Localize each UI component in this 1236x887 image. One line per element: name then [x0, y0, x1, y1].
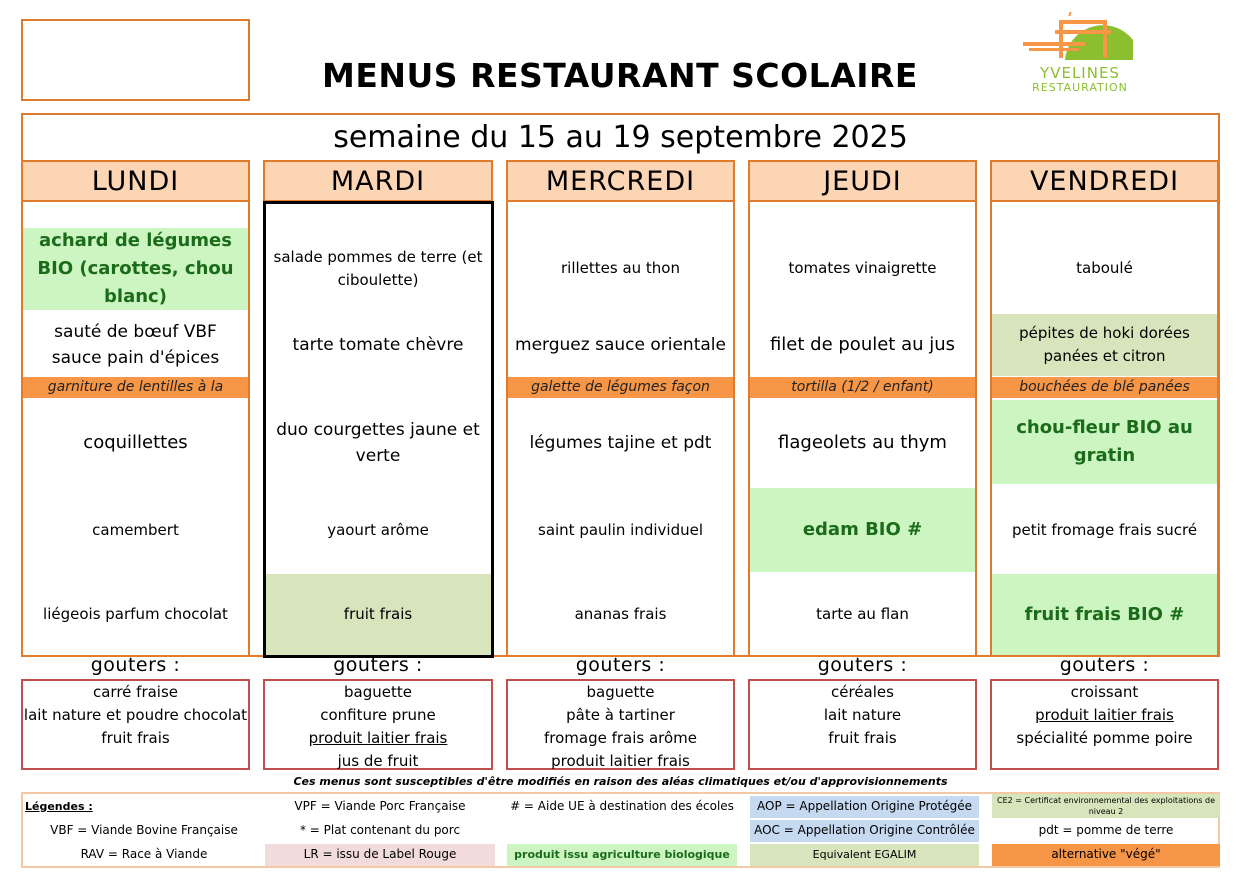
day-header-jeudi: JEUDI	[748, 160, 977, 202]
day-header-mardi: MARDI	[263, 160, 493, 202]
menu-cheese: edam BIO #	[750, 488, 975, 572]
legend-aide-ue: # = Aide UE à destination des écoles	[510, 799, 734, 814]
gouter-item: baguette	[586, 683, 655, 701]
legend-vpf: VPF = Viande Porc Française	[294, 799, 466, 814]
gouter-box-mardi	[263, 679, 493, 770]
menu-starter: achard de légumes BIO (carottes, chou blanc)	[23, 228, 248, 310]
gouter-item: pâte à tartiner	[566, 706, 675, 724]
gouter-label: gouters :	[1059, 654, 1150, 676]
menu-main: pépites de hoki dorées panées et citron	[992, 314, 1217, 376]
gouter-item: jus de fruit	[337, 752, 419, 770]
legend-bio: produit issu agriculture biologique	[507, 844, 737, 866]
gouter-box-mercredi	[506, 679, 735, 770]
legend-porc: * = Plat contenant du porc	[299, 823, 461, 838]
gouter-box-vendredi	[990, 679, 1219, 770]
gouter-item: confiture prune	[320, 706, 436, 724]
logo-text-yvelines: YVELINES	[1040, 64, 1120, 82]
menu-starter: tomates vinaigrette	[788, 259, 937, 278]
legend-box	[21, 792, 1220, 868]
day-column-lundi	[21, 202, 250, 657]
gouter-label: gouters :	[90, 654, 181, 676]
menu-side: chou-fleur BIO au gratin	[992, 400, 1217, 484]
menu-dessert: liégeois parfum chocolat	[43, 604, 228, 623]
mardi-highlight-box	[263, 201, 494, 658]
legend-ce2: CE2 = Certificat environnemental des exploitations de niveau 2	[992, 794, 1220, 818]
gouter-item: baguette	[344, 683, 412, 701]
legend-aoc: AOC = Appellation Origine Contrôlée	[750, 820, 979, 842]
menu-dessert: ananas frais	[574, 604, 667, 623]
disclaimer-text: Ces menus sont susceptibles d'être modifiés en raison des aléas climatiques et/ou d'approvisionnements	[293, 774, 948, 788]
gouter-item: fruit frais	[828, 729, 897, 747]
menu-cheese: saint paulin individuel	[538, 521, 703, 540]
logo-graphic-icon	[1015, 12, 1145, 68]
week-title: semaine du 15 au 19 septembre 2025	[333, 119, 908, 155]
menu-dessert: tarte au flan	[816, 604, 909, 623]
menu-side: légumes tajine et pdt	[529, 432, 712, 453]
menu-main: tarte tomate chèvre	[292, 334, 464, 355]
gouter-item: croissant	[1070, 683, 1139, 701]
day-column-jeudi	[748, 202, 977, 657]
blank-header-box	[21, 19, 250, 101]
menu-side: duo courgettes jaune et verte	[276, 419, 480, 466]
day-header-lundi: LUNDI	[21, 160, 250, 202]
menu-main: merguez sauce orientale	[515, 334, 726, 355]
gouter-item: fruit frais	[101, 729, 170, 747]
legend-pdt: pdt = pomme de terre	[1038, 823, 1174, 838]
menu-main: filet de poulet au jus	[769, 334, 956, 356]
yvelines-logo	[1015, 12, 1145, 102]
gouter-item: produit laitier frais	[551, 752, 690, 770]
day-column-mercredi	[506, 202, 735, 657]
gouter-item: lait nature	[823, 706, 902, 724]
legend-vbf: VBF = Viande Bovine Française	[50, 823, 238, 838]
menu-side: flageolets au thym	[778, 432, 947, 454]
gouter-item: fromage frais arôme	[543, 729, 698, 747]
menu-starter: rillettes au thon	[560, 259, 680, 278]
legend-label-rouge: LR = issu de Label Rouge	[265, 844, 495, 866]
menu-vege-alternative: garniture de lentilles à la	[23, 377, 248, 398]
legend-rav: RAV = Race à Viande	[80, 847, 208, 862]
menu-main: sauté de bœuf VBF sauce pain d'épices	[51, 321, 220, 368]
menu-dessert: fruit frais	[265, 574, 491, 655]
gouter-label: gouters :	[333, 654, 423, 676]
menu-dessert: fruit frais BIO #	[992, 574, 1217, 655]
menu-vege-alternative: bouchées de blé panées	[992, 377, 1217, 398]
gouter-item: spécialité pomme poire	[1016, 729, 1193, 747]
gouter-item: produit laitier frais	[1035, 706, 1174, 724]
menu-vege-alternative: galette de légumes façon	[508, 377, 733, 398]
menu-cheese: camembert	[92, 521, 179, 540]
gouter-item: céréales	[831, 683, 894, 701]
gouter-label: gouters :	[575, 654, 666, 676]
legend-egalim: Equivalent EGALIM	[750, 844, 979, 866]
menu-cheese: yaourt arôme	[327, 521, 429, 540]
gouter-label: gouters :	[817, 654, 908, 676]
menu-starter: salade pommes de terre (et ciboulette)	[273, 247, 483, 289]
gouter-box-lundi	[21, 679, 250, 770]
day-header-vendredi: VENDREDI	[990, 160, 1219, 202]
day-column-vendredi	[990, 202, 1219, 657]
menu-vege-alternative: tortilla (1/2 / enfant)	[750, 377, 975, 398]
logo-text-restauration: RESTAURATION	[1032, 81, 1128, 94]
gouter-box-jeudi	[748, 679, 977, 770]
gouter-item: lait nature et poudre chocolat	[23, 706, 248, 724]
page-title: MENUS RESTAURANT SCOLAIRE	[322, 55, 918, 95]
menu-side: coquillettes	[83, 432, 188, 454]
legend-vege: alternative "végé"	[992, 844, 1220, 866]
menu-cheese: petit fromage frais sucré	[1011, 521, 1198, 540]
gouter-item: carré fraise	[92, 683, 179, 701]
legend-title: Légendes :	[25, 799, 93, 813]
day-header-mercredi: MERCREDI	[506, 160, 735, 202]
gouter-item: produit laitier frais	[308, 729, 448, 747]
legend-aop: AOP = Appellation Origine Protégée	[750, 796, 979, 818]
menu-starter: taboulé	[1076, 259, 1133, 278]
